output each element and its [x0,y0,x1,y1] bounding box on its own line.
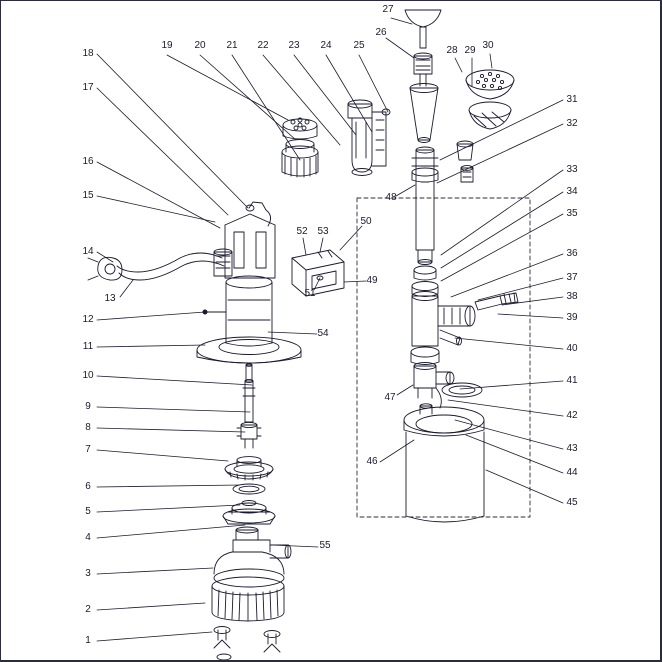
callout-17: 17 [82,82,94,93]
callout-37: 37 [566,272,578,283]
callout-6: 6 [85,481,91,492]
callout-9: 9 [85,401,91,412]
callout-14: 14 [82,246,94,257]
callout-49: 49 [366,275,378,286]
callout-44: 44 [566,467,578,478]
callout-19: 19 [161,40,173,51]
callout-24: 24 [320,40,332,51]
callout-39: 39 [566,312,578,323]
callout-26: 26 [375,27,387,38]
callout-7: 7 [85,444,91,455]
callout-35: 35 [566,208,578,219]
callout-15: 15 [82,190,94,201]
callout-48: 48 [385,192,397,203]
callout-23: 23 [288,40,300,51]
callout-38: 38 [566,291,578,302]
callout-41: 41 [566,375,578,386]
callout-18: 18 [82,48,94,59]
callout-25: 25 [353,40,365,51]
callout-51: 51 [304,288,316,299]
callout-32: 32 [566,118,578,129]
callout-54: 54 [317,328,329,339]
callout-11: 11 [82,341,94,352]
callout-47: 47 [384,392,396,403]
callout-31: 31 [566,94,578,105]
callout-40: 40 [566,343,578,354]
callout-46: 46 [366,456,378,467]
callout-3: 3 [85,568,91,579]
callout-22: 22 [257,40,269,51]
callout-13: 13 [104,293,116,304]
callout-30: 30 [482,40,494,51]
callout-36: 36 [566,248,578,259]
callout-12: 12 [82,314,94,325]
callout-21: 21 [226,40,238,51]
callout-28: 28 [446,45,458,56]
callout-34: 34 [566,186,578,197]
callout-20: 20 [194,40,206,51]
callout-52: 52 [296,226,308,237]
callout-45: 45 [566,497,578,508]
callout-27: 27 [382,4,394,15]
callout-33: 33 [566,164,578,175]
callout-43: 43 [566,443,578,454]
callout-5: 5 [85,506,91,517]
callout-50: 50 [360,216,372,227]
callout-29: 29 [464,45,476,56]
callout-1: 1 [85,635,91,646]
callout-4: 4 [85,532,91,543]
callout-2: 2 [85,604,91,615]
callout-53: 53 [317,226,329,237]
callout-42: 42 [566,410,578,421]
callout-16: 16 [82,156,94,167]
callout-55: 55 [319,540,331,551]
callout-10: 10 [82,370,94,381]
callout-8: 8 [85,422,91,433]
